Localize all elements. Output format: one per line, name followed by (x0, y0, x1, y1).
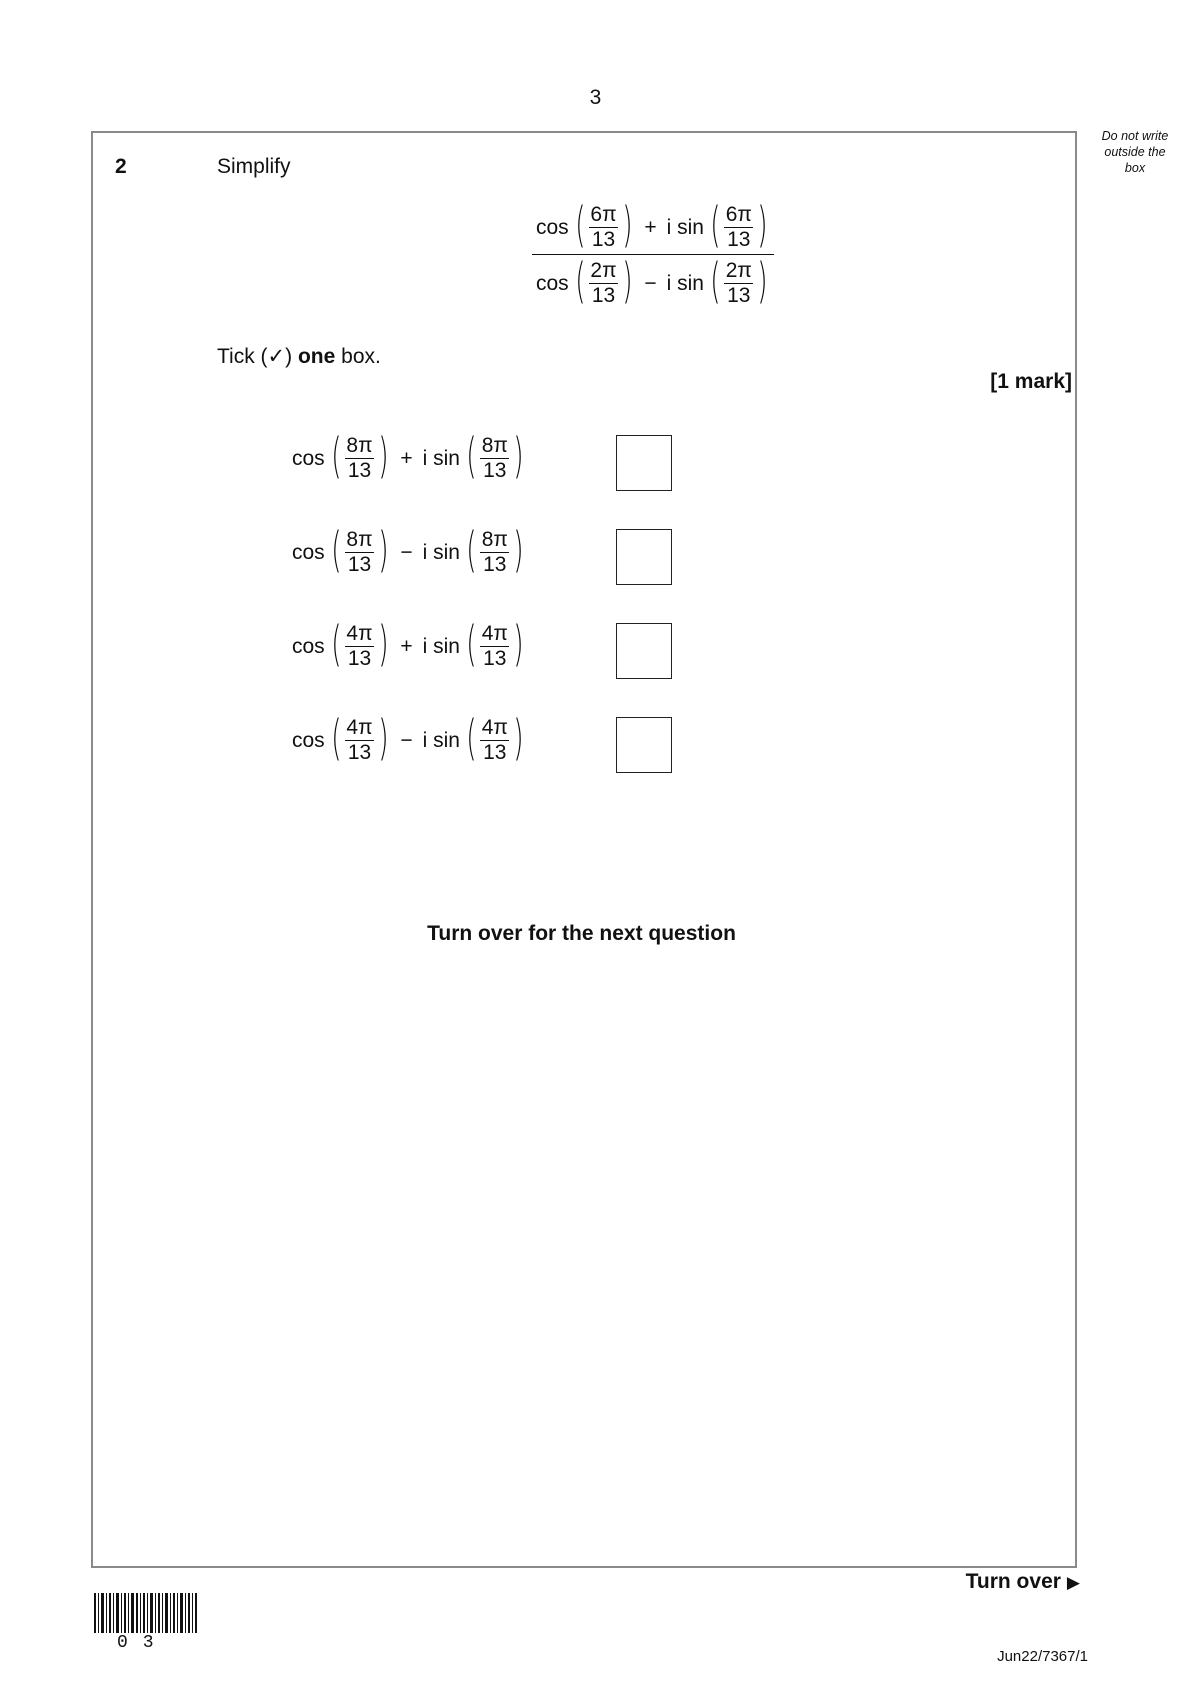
fraction-numerator: 8π (481, 528, 508, 551)
margin-note-line: outside the (1104, 145, 1166, 159)
fraction-numerator: 6π (590, 203, 617, 226)
fraction-numerator: 4π (481, 622, 508, 645)
fraction-numerator: 4π (346, 716, 373, 739)
operator: − (400, 728, 413, 752)
page-reference: Jun22/7367/1 (997, 1648, 1088, 1665)
sin-function: i sin (422, 634, 460, 658)
fraction-denominator: 13 (480, 458, 509, 483)
sin-function: i sin (422, 446, 460, 470)
operator: − (644, 271, 657, 295)
option-2: cos ( $\frac{8\pi}{13}$ ) − i sin ( $\frac{8\pi}{13}$ ) (292, 521, 524, 578)
question-number: 2 (115, 155, 127, 178)
fraction-numerator: 6π (725, 203, 752, 226)
option-3: cos ( $\frac{4\pi}{13}$ ) + i sin ( $\frac{4\pi}{13}$ ) (292, 615, 524, 672)
fraction-denominator: 13 (345, 552, 374, 577)
play-arrow-icon: ▶ (1066, 1573, 1080, 1592)
margin-note-line: Do not write (1101, 129, 1169, 143)
operator: + (400, 446, 413, 470)
argument: ( $\frac{6\pi}{13}$ ) (574, 196, 633, 253)
barcode-digits: 03 (117, 1633, 169, 1653)
sin-function: i sin (666, 271, 704, 295)
fraction-denominator: 13 (480, 646, 509, 671)
cos-function: cos (536, 215, 569, 239)
barcode-icon (94, 1593, 198, 1633)
fraction-numerator: 2π (590, 259, 617, 282)
margin-note-line: box (1124, 161, 1146, 175)
fraction-numerator: 2π (725, 259, 752, 282)
turn-over-label (930, 1570, 1080, 1594)
argument: ( $\frac{2\pi}{13}$ ) (710, 252, 768, 309)
cos-function: cos (536, 271, 569, 295)
turn-over-next-question: Turn over for the next question (427, 922, 736, 945)
option-3-tickbox[interactable] (616, 623, 672, 679)
fraction-denominator: 13 (480, 740, 509, 765)
option-1: cos ( $\frac{8\pi}{13}$ ) + i sin ( $\frac{8\pi}{13}$ ) (292, 427, 524, 484)
fraction-denominator: 13 (345, 458, 374, 483)
option-4-tickbox[interactable] (616, 717, 672, 773)
fraction-numerator: 8π (346, 528, 373, 551)
fraction-denominator: 13 (724, 283, 753, 308)
complex-fraction (532, 196, 774, 309)
expression-numerator (532, 196, 774, 255)
fraction-denominator: 13 (724, 227, 753, 252)
tick-prefix: Tick (✓) (217, 345, 293, 368)
argument: ( $\frac{6\pi}{13}$ ) (710, 196, 768, 253)
tick-instruction (217, 344, 381, 369)
fraction-numerator: 8π (481, 434, 508, 457)
cos-function: cos (292, 540, 325, 564)
marks-label: [1 mark] (990, 370, 1072, 393)
fraction-denominator: 13 (345, 646, 374, 671)
option-1-tickbox[interactable] (616, 435, 672, 491)
margin-note (1090, 128, 1180, 176)
cos-function: cos (292, 728, 325, 752)
main-expression (532, 196, 774, 309)
fraction-numerator: 4π (481, 716, 508, 739)
turn-over-text: Turn over (965, 1570, 1061, 1593)
option-4: cos ( $\frac{4\pi}{13}$ ) − i sin ( $\frac{4\pi}{13}$ ) (292, 709, 524, 766)
argument: ( $\frac{2\pi}{13}$ ) (574, 252, 633, 309)
fraction-denominator: 13 (589, 283, 618, 308)
fraction-numerator: 4π (346, 622, 373, 645)
page-number: 3 (589, 86, 602, 109)
fraction-denominator: 13 (480, 552, 509, 577)
fraction-denominator: 13 (589, 227, 618, 252)
sin-function: i sin (422, 728, 460, 752)
expression-denominator (532, 252, 774, 309)
sin-function: i sin (422, 540, 460, 564)
tick-emphasis: one (297, 345, 336, 368)
cos-function: cos (292, 634, 325, 658)
fraction-denominator: 13 (345, 740, 374, 765)
tick-suffix: box. (341, 345, 381, 368)
question-instruction: Simplify (217, 155, 291, 178)
operator: + (644, 215, 657, 239)
option-2-tickbox[interactable] (616, 529, 672, 585)
fraction-numerator: 8π (346, 434, 373, 457)
cos-function: cos (292, 446, 325, 470)
operator: + (400, 634, 413, 658)
operator: − (400, 540, 413, 564)
sin-function: i sin (666, 215, 704, 239)
